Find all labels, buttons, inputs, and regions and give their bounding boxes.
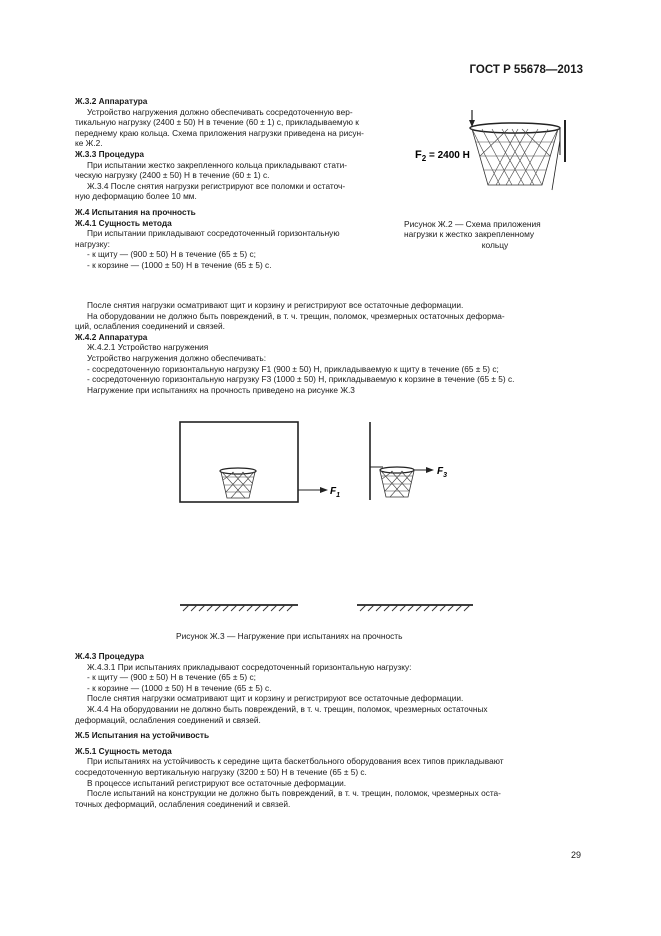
text-line: После снятия нагрузки осматривают щит и корзину и регистрируют все остаточные деформации. bbox=[87, 693, 464, 704]
page-number: 29 bbox=[570, 850, 581, 860]
text-line: нагрузку: bbox=[75, 238, 110, 249]
section-j4-text bbox=[75, 300, 585, 395]
text-line: Ж.3.4 После снятия нагрузки регистрируют все поломки и остаточ- bbox=[87, 180, 346, 191]
text-line: - к корзине — (1000 ± 50) Н в течение (65 ± 5) с. bbox=[87, 259, 272, 270]
caption-line: Рисунок Ж.2 — Схема приложения bbox=[404, 219, 541, 229]
text-line: Устройство нагружения должно обеспечивать сосредоточенную вер- bbox=[87, 106, 353, 117]
section-heading: Ж.4 Испытания на прочность bbox=[75, 206, 196, 217]
text-line: После снятия нагрузки осматривают щит и корзину и регистрируют все остаточные деформации. bbox=[87, 300, 464, 310]
text-line: ческую нагрузку (2400 ± 50) Н в течение (60 ± 1) с. bbox=[75, 170, 270, 181]
text-line: На оборудовании не должно быть повреждений, в т. ч. трещин, поломок, чрезмерных остаточных деформа- bbox=[87, 310, 505, 321]
text-line: ке Ж.2. bbox=[75, 138, 103, 149]
text-line: тикальную нагрузку (2400 ± 50) Н в течение (60 ± 1) с, прикладываемую к bbox=[75, 117, 359, 128]
caption-line: нагрузки к жестко закрепленному bbox=[404, 229, 535, 240]
text-line: При испытании жестко закрепленного кольца прикладывают стати- bbox=[87, 159, 348, 170]
section-heading: Ж.4.1 Сущность метода bbox=[75, 217, 172, 228]
text-line: Нагружение при испытаниях на прочность приведено на рисунке Ж.3 bbox=[87, 384, 355, 395]
figure-j2-caption bbox=[404, 219, 586, 250]
text-line: Устройство нагружения должно обеспечивать: bbox=[87, 352, 267, 363]
text-line: сосредоточенную вертикальную нагрузку (3200 ± 50) Н в течение (65 ± 5) с. bbox=[75, 766, 367, 777]
caption-line: кольцу bbox=[481, 239, 509, 250]
text-line: переднему краю кольца. Схема приложения нагрузки приведена на рисун- bbox=[75, 127, 364, 138]
section-j3-text bbox=[75, 96, 395, 271]
text-line: После испытаний на конструкции не должно быть повреждений, в т. ч. трещин, поломок, чрезмерных оста- bbox=[87, 788, 501, 799]
text-line: При испытаниях на устойчивость к середине щита баскетбольного оборудования всех типов прикладывают bbox=[87, 756, 504, 767]
text-line: В процессе испытаний регистрируют все остаточные деформации. bbox=[87, 777, 347, 788]
section-heading: Ж.3.2 Аппаратура bbox=[75, 96, 148, 106]
section-heading: Ж.5 Испытания на устойчивость bbox=[75, 730, 210, 741]
text-line: - к корзине — (1000 ± 50) Н в течение (65 ± 5) с. bbox=[87, 682, 272, 693]
f1-label: $F_1$ bbox=[330, 486, 341, 499]
text-line: - к щиту — (900 ± 50) Н в течение (65 ± 5) с; bbox=[87, 249, 256, 260]
text-line: ций, ослабления соединений и связей. bbox=[75, 321, 225, 332]
figure-j2-diagram bbox=[410, 100, 585, 205]
section-heading: Ж.4.3 Процедура bbox=[75, 651, 145, 661]
text-line: Ж.4.3.1 При испытаниях прикладывают сосредоточенный горизонтальную нагрузку: bbox=[87, 661, 412, 672]
section-heading: Ж.3.3 Процедура bbox=[75, 148, 145, 159]
section-heading: Ж.5.1 Сущность метода bbox=[75, 745, 172, 756]
text-line: - сосредоточенную горизонтальную нагрузку F1 (900 ± 50) Н, прикладываемую к щиту в течение (65 ± 5) с; bbox=[87, 363, 499, 374]
text-line: Ж.4.4 На оборудовании не должно быть повреждений, в т. ч. трещин, поломок, чрезмерных остаточных bbox=[87, 703, 488, 714]
text-line: деформаций, ослабления соединений и связей. bbox=[75, 714, 261, 725]
section-j4-3-text bbox=[75, 651, 585, 809]
f3-label: $F_3$ bbox=[437, 466, 448, 479]
text-line: - сосредоточенную горизонтальную нагрузку F3 (1000 ± 50) Н, прикладываемую к корзине в течение (65 ± 5) с. bbox=[87, 374, 515, 385]
figure-j3-caption: Рисунок Ж.3 — Нагружение при испытаниях на прочность bbox=[176, 631, 403, 641]
text-line: - к щиту — (900 ± 50) Н в течение (65 ± 5) с; bbox=[87, 672, 256, 683]
text-line: Ж.4.2.1 Устройство нагружения bbox=[87, 342, 209, 353]
document-header: ГОСТ Р 55678—2013 bbox=[469, 64, 583, 76]
text-line: При испытании прикладывают сосредоточенный горизонтальную bbox=[87, 228, 340, 239]
text-line: ную деформацию более 10 мм. bbox=[75, 191, 197, 202]
figure-j3-diagram bbox=[175, 415, 475, 620]
section-heading: Ж.4.2 Аппаратура bbox=[75, 331, 148, 342]
text-line: точных деформаций, ослабления соединений и связей. bbox=[75, 798, 291, 809]
f2-label: $F_2 = 2400$ Н bbox=[415, 149, 470, 163]
